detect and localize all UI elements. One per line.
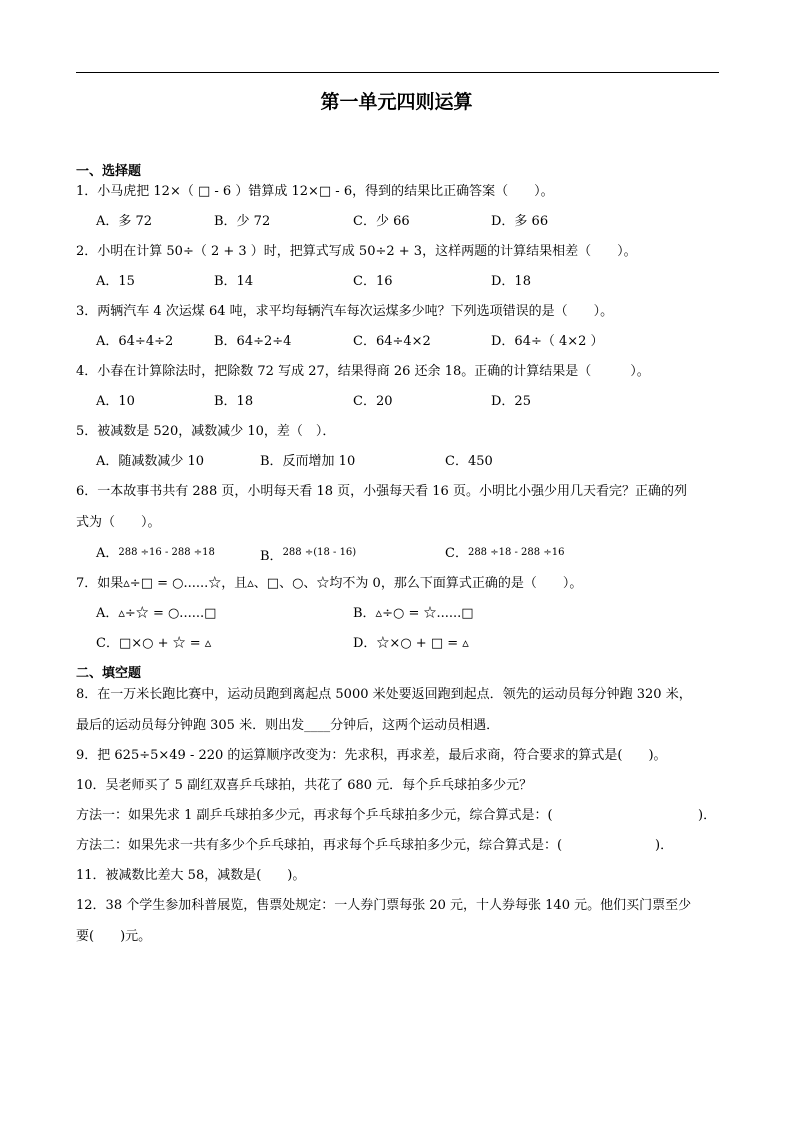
q6-option-b-expr: 288 ÷(18 - 16) (282, 547, 357, 558)
q7-option-d: D．☆×○ + □ = ▵ (353, 636, 469, 651)
question-1: 1．小马虎把 12×（ □ - 6 ）错算成 12×□ - 6，得到的结果比正确答案（ ）。 (76, 184, 554, 199)
question-12-line-1: 12．38 个学生参加科普展览，售票处规定：一人券门票每张 20 元，十人券每张 140 元。他们买门票至少 (76, 898, 692, 913)
q4-option-a: A．10 (96, 394, 135, 409)
q1-option-b: B．少 72 (214, 214, 271, 229)
q5-option-b: B．反而增加 10 (260, 454, 356, 469)
q2-option-b: B．14 (214, 274, 254, 289)
q7-option-a: A．▵÷☆ = ○......□ (96, 606, 217, 621)
question-10-method-2-end: )． (655, 838, 674, 853)
question-10-method-1: 方法一：如果先求 1 副乒乓球拍多少元，再求每个乒乓球拍多少元，综合算式是：( (76, 808, 553, 823)
q2-option-c: C．16 (353, 274, 393, 289)
q3-option-d: D．64÷（ 4×2 ） (491, 334, 604, 349)
question-6-line-2: 式为（ ）。 (76, 515, 161, 530)
q1-option-c: C．少 66 (353, 214, 410, 229)
question-8-line-1: 8．在一万米长跑比赛中，运动员跑到离起点 5000 米处要返回跑到起点．领先的运动员每分钟跑 320 米， (76, 687, 692, 702)
question-4: 4．小春在计算除法时，把除数 72 写成 27，结果得商 26 还余 18。正确的计算结果是（ ）。 (76, 364, 650, 379)
q6-option-b (260, 544, 356, 566)
question-3: 3．两辆汽车 4 次运煤 64 吨，求平均每辆汽车每次运煤多少吨？下列选项错误的是（ ）。 (76, 304, 614, 319)
question-2: 2．小明在计算 50÷（ 2 + 3 ）时，把算式写成 50÷2 + 3，这样两题的计算结果相差（ ）。 (76, 244, 637, 259)
q7-option-b: B．▵÷○ = ☆......□ (353, 606, 474, 621)
q4-option-d: D．25 (491, 394, 531, 409)
q5-option-a: A．随减数减少 10 (96, 454, 205, 469)
question-10-method-2: 方法二：如果先求一共有多少个乒乓球拍，再求每个乒乓球拍多少元，综合算式是：( (76, 838, 563, 853)
question-6-line-1: 6．一本故事书共有 288 页，小明每天看 18 页，小强每天看 16 页。小明比小强少用几天看完？正确的列 (76, 484, 687, 499)
q3-option-c: C．64÷4×2 (353, 334, 431, 349)
question-10: 10．吴老师买了 5 副红双喜乒乓球拍，共花了 680 元．每个乒乓球拍多少元？ (76, 778, 533, 793)
q1-option-d: D．多 66 (491, 214, 549, 229)
question-12-line-2: 要( )元。 (76, 929, 152, 944)
q6-option-a-label: A． (96, 546, 119, 561)
q4-option-c: C．20 (353, 394, 393, 409)
section-heading-fill: 二、填空题 (76, 666, 142, 681)
q6-option-b-label: B． (260, 549, 283, 564)
question-10-method-1-end: )． (698, 808, 717, 823)
q4-option-b: B．18 (214, 394, 254, 409)
q2-option-a: A．15 (96, 274, 135, 289)
q1-option-a: A．多 72 (96, 214, 153, 229)
q6-option-a-expr: 288 ÷16 - 288 ÷18 (118, 547, 215, 558)
q5-option-c: C．450 (445, 454, 493, 469)
q3-option-b: B．64÷2÷4 (214, 334, 292, 349)
question-11: 11．被减数比差大 58，减数是( )。 (76, 868, 306, 883)
page-title: 第一单元四则运算 (320, 91, 473, 113)
q6-option-c-expr: 288 ÷18 - 288 ÷16 (467, 547, 565, 558)
q6-option-c-label: C． (445, 546, 468, 561)
q3-option-a: A．64÷4÷2 (96, 334, 174, 349)
question-5: 5．被减数是 520，减数减少 10，差（ ）． (76, 424, 336, 439)
section-heading-choice: 一、选择题 (76, 164, 142, 179)
header-rule (76, 72, 719, 73)
q6-option-c (445, 544, 564, 563)
q2-option-d: D．18 (491, 274, 531, 289)
question-7: 7．如果▵÷□ = ○......☆，且▵、□、○、☆均不为 0，那么下面算式正确的是（ ）。 (76, 576, 583, 591)
question-8-line-2: 最后的运动员每分钟跑 305 米．则出发____分钟后，这两个运动员相遇． (76, 718, 500, 733)
question-9: 9．把 625÷5×49 - 220 的运算顺序改变为：先求积，再求差，最后求商，符合要求的算式是( )。 (76, 748, 667, 763)
q6-option-a (96, 544, 215, 563)
q7-option-c: C．□×○ + ☆ = ▵ (96, 636, 212, 651)
